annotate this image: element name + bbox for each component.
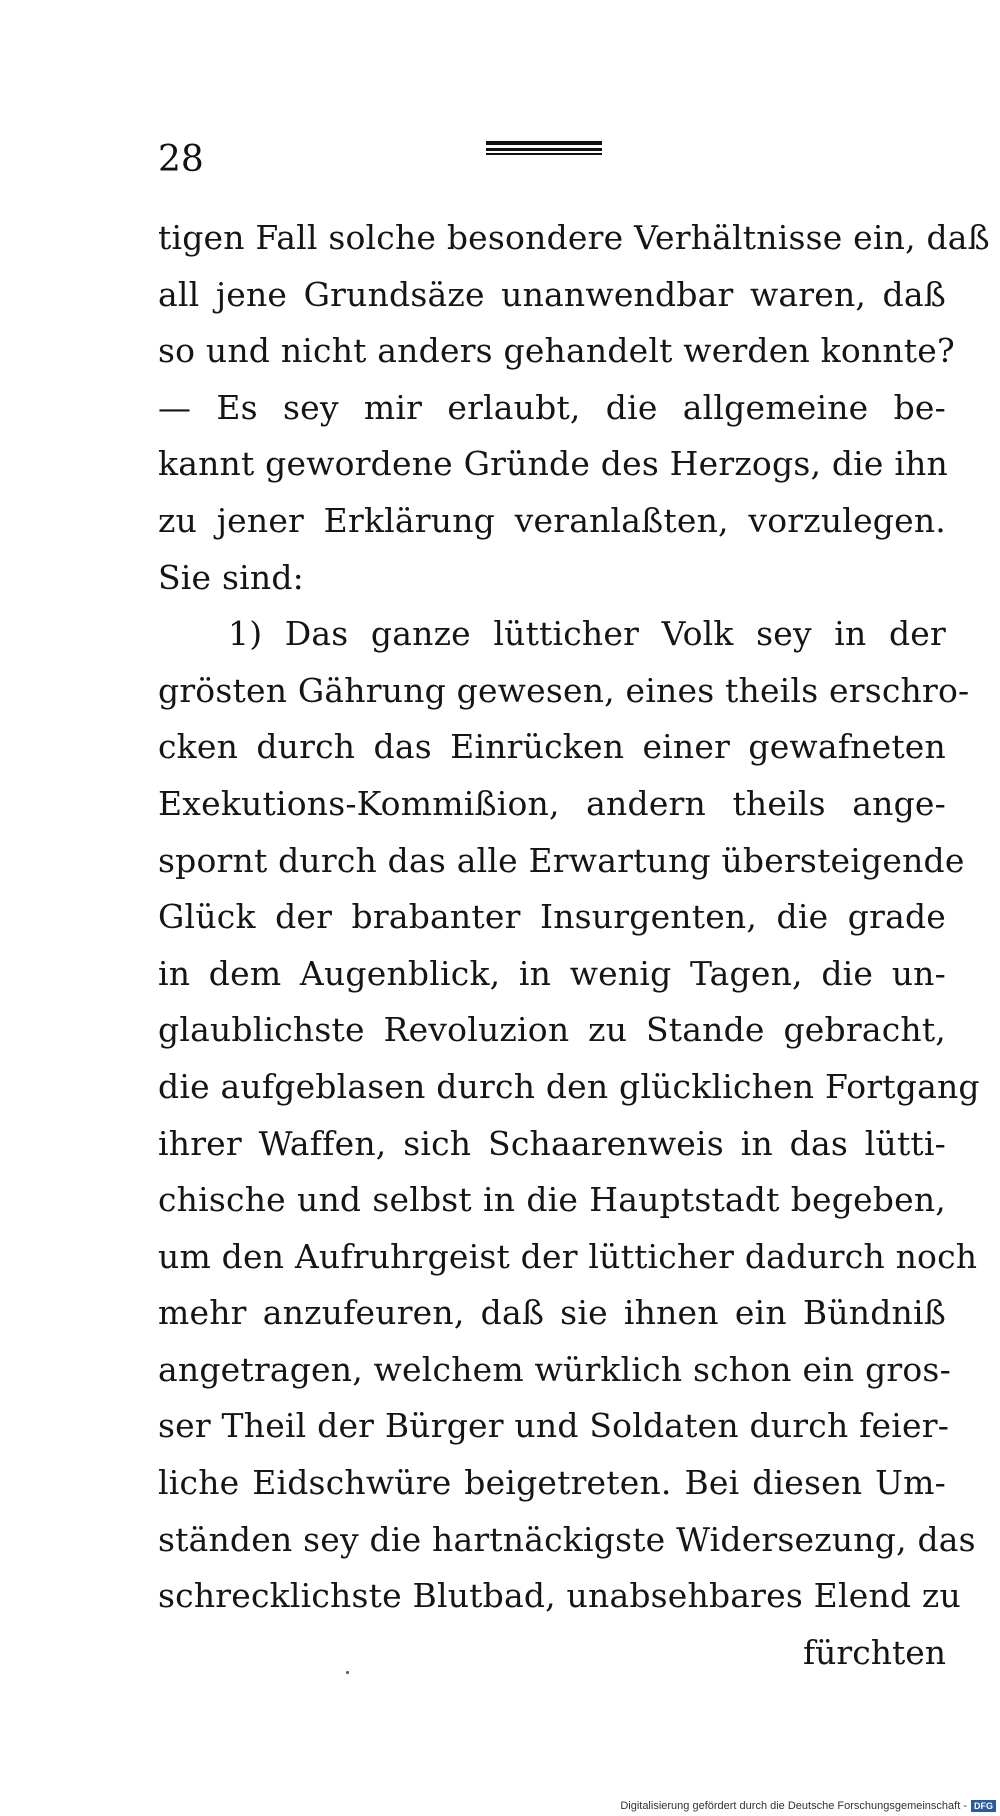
body-text (158, 210, 990, 1625)
text-line: chische und selbst in die Hauptstadt begeben, (158, 1180, 946, 1220)
text-line: ihrer Waffen, sich Schaarenweis in das lütti- (158, 1123, 946, 1163)
text-line: mehr anzufeuren, daß sie ihnen ein Bündniß (158, 1293, 946, 1333)
text-line: all jene Grundsäze unanwendbar waren, daß (158, 274, 946, 314)
text-line: ständen sey die hartnäckigste Widersezung, das (158, 1519, 976, 1559)
text-line: kannt gewordene Gründe des Herzogs, die ihn (158, 444, 948, 484)
text-line: ser Theil der Bürger und Soldaten durch feier- (158, 1406, 950, 1446)
text-line: liche Eidschwüre beigetreten. Bei diesen Um- (158, 1463, 946, 1503)
credit-text: Digitalisierung gefördert durch die Deutsche Forschungsgemeinschaft - (620, 1800, 967, 1812)
text-line: glaublichste Revoluzion zu Stande gebracht, (158, 1010, 946, 1050)
text-line: angetragen, welchem würklich schon ein gros- (158, 1349, 951, 1389)
text-line: Glück der brabanter Insurgenten, die grade (158, 897, 946, 937)
speck (346, 1671, 349, 1674)
text-line: um den Aufruhrgeist der lütticher dadurch noch (158, 1236, 978, 1276)
text-line: Sie sind: (158, 557, 304, 597)
text-line: so und nicht anders gehandelt werden konnte? (158, 331, 955, 371)
digitization-credit (620, 1798, 996, 1814)
page-number: 28 (158, 139, 204, 180)
text-line: — Es sey mir erlaubt, die allgemeine be- (158, 387, 946, 427)
header-ornament-rule (486, 141, 602, 155)
text-line: tigen Fall solche besondere Verhältnisse ein, daß (158, 218, 990, 257)
rule-bar (486, 153, 602, 155)
text-line: zu jener Erklärung veranlaßten, vorzulegen. (158, 500, 946, 540)
catchword: fürchten (802, 1633, 946, 1672)
text-line: grösten Gährung gewesen, eines theils erschro- (158, 670, 970, 710)
text-line: in dem Augenblick, in wenig Tagen, die un- (158, 953, 946, 993)
text-line: cken durch das Einrücken einer gewafneten (158, 727, 946, 767)
text-line: die aufgeblasen durch den glücklichen Fortgang (158, 1066, 980, 1106)
rule-bar (486, 141, 602, 145)
text-line: Exekutions-Kommißion, andern theils ange- (158, 783, 946, 823)
text-line: spornt durch das alle Erwartung übersteigende (158, 840, 965, 880)
text-line: schrecklichste Blutbad, unabsehbares Elend zu (158, 1576, 961, 1616)
text-line: 1) Das ganze lütticher Volk sey in der (228, 614, 946, 654)
rule-bar (486, 148, 602, 151)
dfg-logo-icon: DFG (971, 1800, 996, 1812)
